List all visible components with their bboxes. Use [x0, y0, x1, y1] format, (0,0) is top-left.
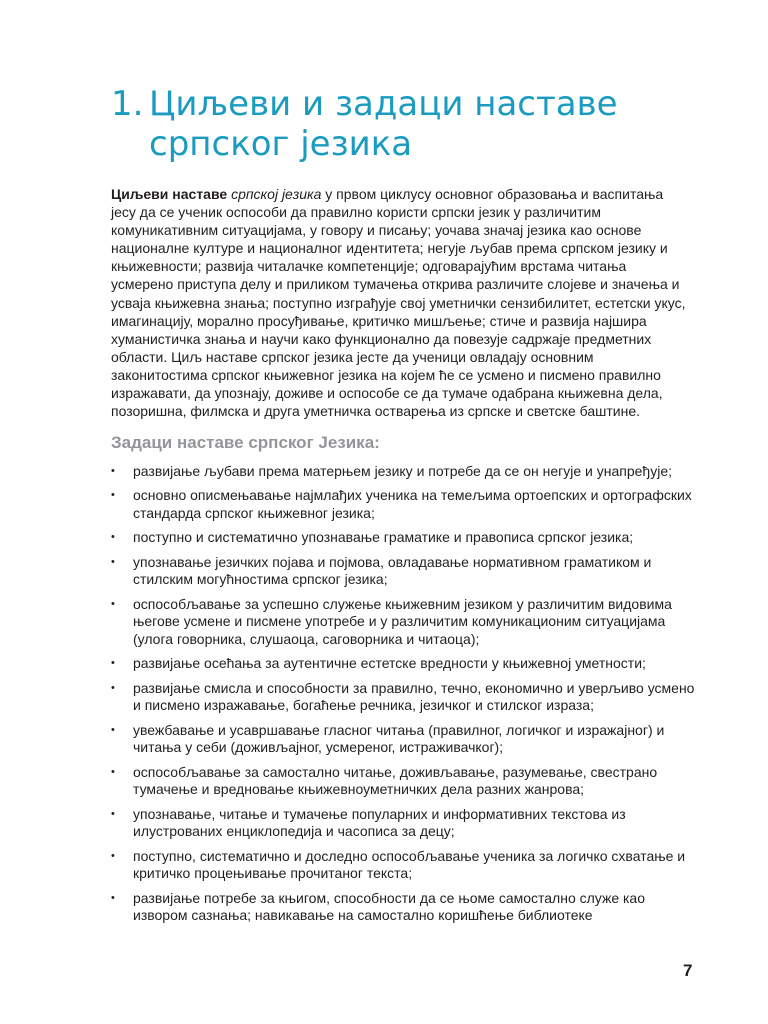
tasks-heading: Задаци наставе српског Језика:	[111, 433, 380, 452]
intro-lead-italic: српској језика	[231, 186, 322, 202]
list-item	[111, 848, 701, 883]
list-item-text: развијање осећања за аутентичне естетске вредности у књижевној уметности;	[133, 655, 646, 672]
list-item-text: основно описмењавање најмлађих ученика на темељима ортоепских и ортографских стандарда српског књижевног језика;	[133, 487, 692, 521]
list-item-text: упознавање, читање и тумачење популарних и информативних текстова из илустрованих енциклопедија и часописа за децу;	[133, 805, 626, 840]
list-item	[111, 890, 701, 925]
list-item-text: поступно и систематично упознавање граматике и правописа српског језика;	[133, 529, 634, 546]
list-item-text: оспособљавање за самостално читање, доживљавање, разумевање, свестрано тумачење и вредновање књижевноуметничких дела разних жанрова;	[133, 763, 658, 798]
bullet-icon: •	[111, 531, 115, 544]
bullet-icon: •	[111, 657, 115, 670]
chapter-title	[111, 84, 671, 164]
page-number: 7	[683, 961, 693, 980]
list-item-text: развијање љубави према матерњем језику и потребе да се он негује и унапређује;	[133, 463, 672, 479]
list-item-text: оспособљавање за успешно служење књижевним језиком у различитим видовима његове усмене и писмене употребе и у различитим комуникационим ситуацијама (улога говорника, слушаоца, саговорника и читаоца);	[133, 595, 672, 647]
tasks-list	[111, 463, 701, 932]
intro-body: у првом циклусу основног образовања и васпитања јесу да се ученик оспособи да правилно користи српски језик у различитим комуникативним ситуацијама, у говору и писању; уочава значај језика као основе националне културе и националног идентитета; негује љубав према српском језику и књижевности; развија читалачке компетенције; одговарајућим врстама читања усмерено приступа делу и приликом тумачења открива различите слојеве и значења и усваја књижевна знања; поступно изграђује свој уметнички сензибилитет, естетски укус, имагинацију, морално просуђивање, критичко мишљење; стиче и развија најшира хуманистичка знања и научи како функционално да повезује садржаје предметних области. Циљ наставе српског језика јесте да ученици овладају основним законитостима српског књижевног језика на којем ће се усмено и писмено правилно изражавати, да упознају, доживе и оспособе се да тумаче одабрана књижевна дела, позоришна, филмска и друга уметничка остварења из српске и светске баштине.	[111, 186, 686, 420]
bullet-icon: •	[111, 465, 115, 477]
bullet-icon: •	[111, 723, 115, 736]
list-item-text: развијање смисла и способности за правилно, течно, економично и уверљиво усмено и писмено изражавање, богаћење речника, језичког и стилског израза;	[133, 679, 695, 714]
chapter-number: 1.	[111, 84, 144, 124]
bullet-icon: •	[111, 597, 115, 610]
list-item	[111, 487, 701, 522]
list-item	[111, 655, 701, 673]
bullet-icon: •	[111, 489, 115, 502]
list-item	[111, 806, 701, 841]
list-item-text: развијање потребе за књигом, способности да се њоме самостално служе као извором сазнања; навикавање на самостално коришћење библиотеке	[133, 889, 646, 924]
bullet-icon: •	[111, 555, 115, 568]
list-item	[111, 596, 701, 649]
list-item	[111, 463, 701, 481]
list-item	[111, 722, 701, 757]
list-item	[111, 529, 701, 547]
list-item-text: поступно, систематично и доследно оспособљавање ученика за логичко схватање и критичко процењивање прочитаног текста;	[133, 847, 686, 882]
bullet-icon: •	[111, 765, 115, 778]
list-item-text: упознавање језичких појава и појмова, овладавање нормативном граматиком и стилским могућностима српског језика;	[133, 553, 652, 588]
list-item	[111, 764, 701, 799]
bullet-icon: •	[111, 891, 115, 904]
list-item	[111, 680, 701, 715]
list-item	[111, 554, 701, 589]
intro-paragraph	[111, 185, 691, 420]
list-item-text: увежбавање и усавршавање гласног читања (правилног, логичког и изражајног) и читања у себи (доживљајног, усмереног, истраживачког);	[133, 721, 665, 756]
bullet-icon: •	[111, 849, 115, 862]
chapter-title-text: Циљеви и задаци наставе српског језика	[149, 84, 618, 164]
bullet-icon: •	[111, 807, 115, 820]
intro-lead-bold: Циљеви наставе	[111, 186, 228, 202]
bullet-icon: •	[111, 681, 115, 694]
